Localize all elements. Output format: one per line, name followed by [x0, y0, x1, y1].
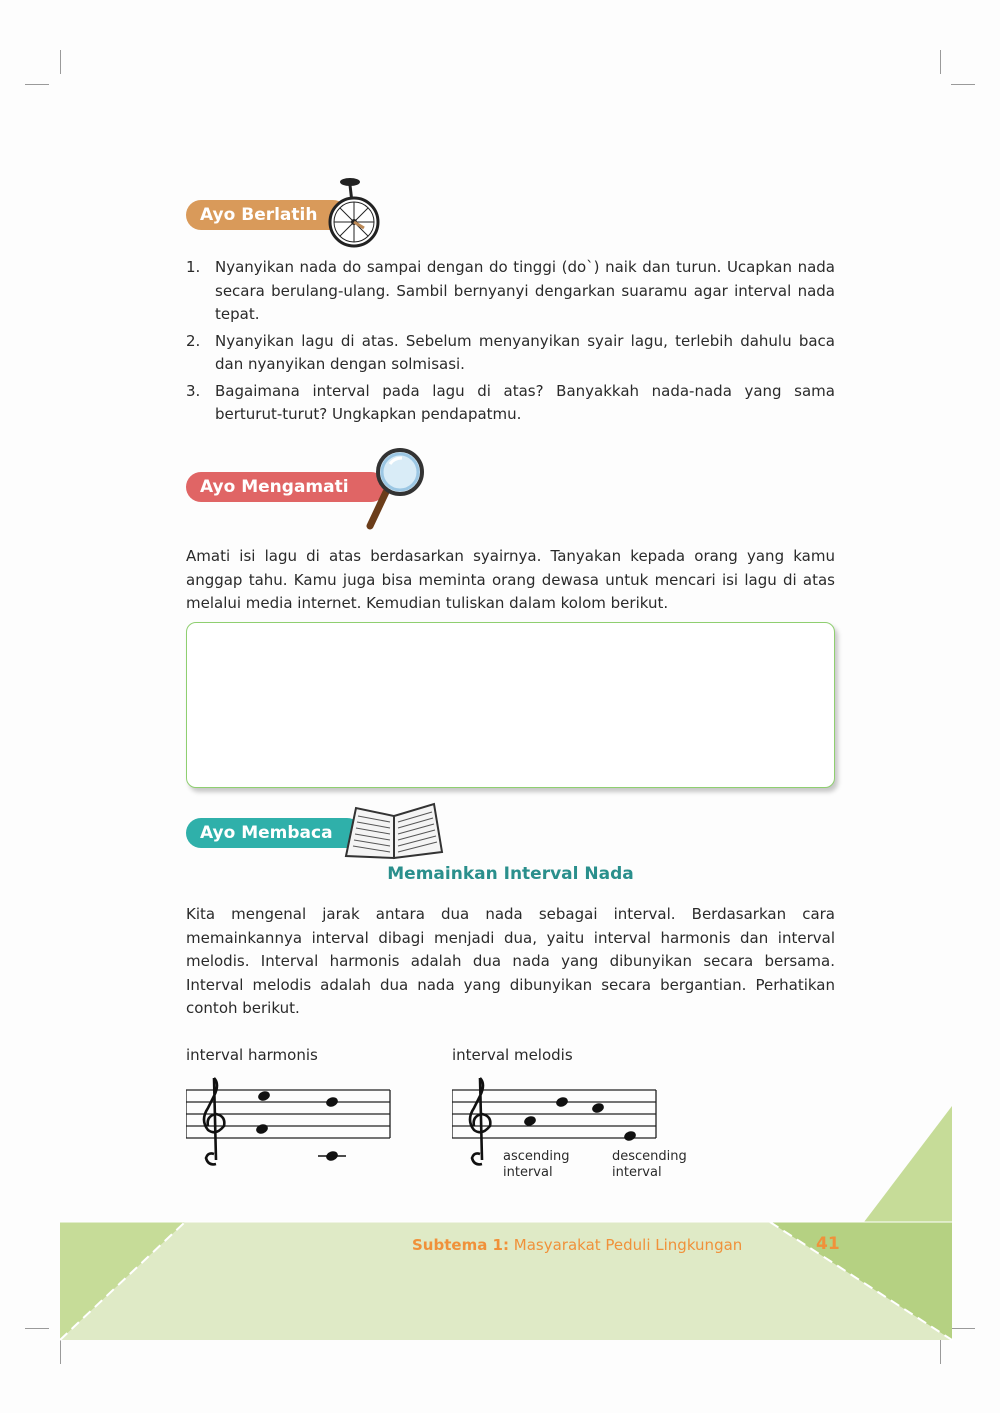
reading-title: Memainkan Interval Nada: [387, 864, 634, 884]
section-title-mengamati: Ayo Mengamati: [186, 472, 386, 502]
page-number: 41: [816, 1234, 840, 1254]
list-item: 2. Nyanyikan lagu di atas. Sebelum menyanyikan syair lagu, terlebih dahulu baca dan nyanyikan dengan solmisasi.: [186, 331, 835, 373]
section-title-membaca: Ayo Membaca: [186, 818, 362, 848]
section-title-berlatih: Ayo Berlatih: [186, 200, 348, 230]
list-item: 3. Bagaimana interval pada lagu di atas? Banyakkah nada-nada yang sama berturut-turut? Ungkapkan pendapatmu.: [186, 381, 835, 423]
descending-label: descending interval: [612, 1149, 687, 1180]
melodic-label: interval melodis: [452, 1046, 573, 1064]
reading-paragraph: Kita mengenal jarak antara dua nada sebagai interval. Berdasarkan cara memainkannya interval dibagi menjadi dua, yaitu interval harmonis dan interval melodis. Interval harmonis adalah dua nada yang dibunyikan secara bersama. Interval melodis adalah dua nada yang dibunyikan secara bergantian. Perhatikan contoh berikut.: [186, 905, 835, 1017]
list-item: 1. Nyanyikan nada do sampai dengan do tinggi (do`) naik dan turun. Ucapkan nada secara berulang-ulang. Sambil bernyanyi dengarkan suaramu agar interval nada tepat.: [186, 258, 835, 323]
observe-paragraph: Amati isi lagu di atas berdasarkan syairnya. Tanyakan kepada orang yang kamu anggap tahu. Kamu juga bisa meminta orang dewasa untuk mencari isi lagu di atas melalui media internet. Kemudian tuliskan dalam kolom berikut.: [186, 547, 835, 612]
footer-subtema: Subtema 1: Masyarakat Peduli Lingkungan: [412, 1236, 743, 1254]
ascending-label: ascending interval: [503, 1149, 570, 1180]
harmonic-label: interval harmonis: [186, 1046, 318, 1064]
